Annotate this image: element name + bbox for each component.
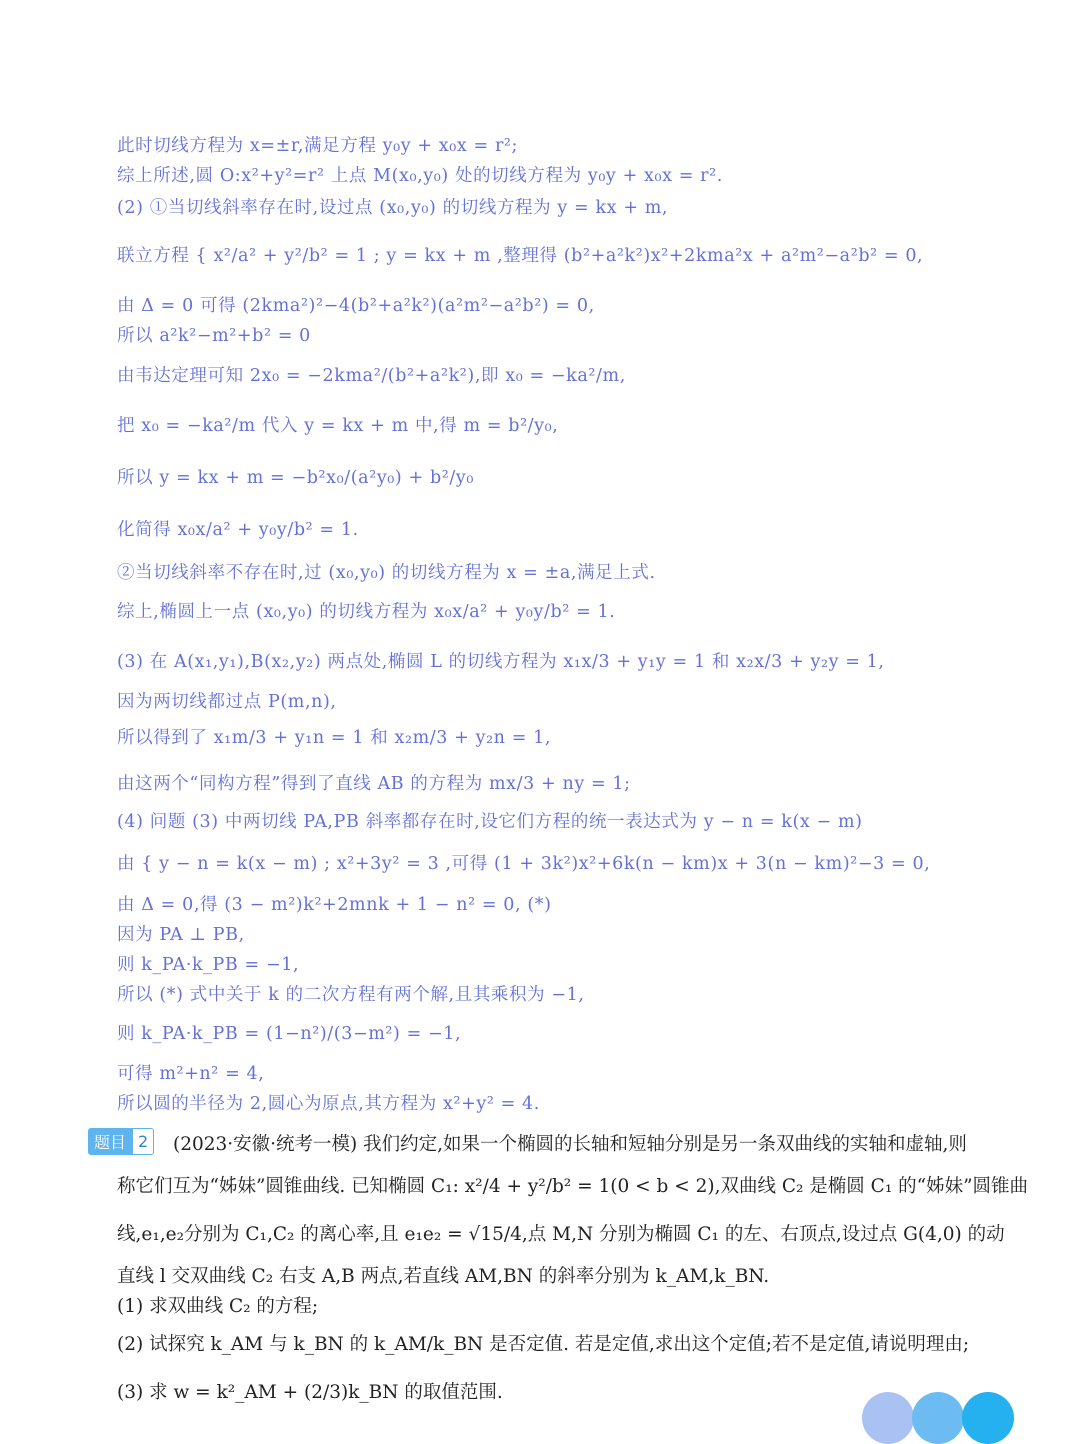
solution-line: 化简得 x₀x/a² + y₀y/b² = 1.: [117, 520, 359, 540]
solution-line: (2) ①当切线斜率存在时,设过点 (x₀,y₀) 的切线方程为 y = kx + m,: [117, 198, 669, 218]
solution-line: 可得 m²+n² = 4,: [117, 1064, 265, 1084]
solution-line: 由这两个“同构方程”得到了直线 AB 的方程为 mx/3 + ny = 1;: [117, 774, 631, 794]
solution-line: 所以 y = kx + m = −b²x₀/(a²y₀) + b²/y₀: [117, 468, 474, 488]
solution-line: (3) 在 A(x₁,y₁),B(x₂,y₂) 两点处,椭圆 L 的切线方程为 x₁x/3 + y₁y = 1 和 x₂x/3 + y₂y = 1,: [117, 652, 885, 672]
problem-line: 称它们互为“姊妹”圆锥曲线. 已知椭圆 C₁: x²/4 + y²/b² = 1(0 < b < 2),双曲线 C₂ 是椭圆 C₁ 的“姊妹”圆锥曲: [117, 1176, 1029, 1197]
solution-line: 所以圆的半径为 2,圆心为原点,其方程为 x²+y² = 4.: [117, 1094, 540, 1114]
problem-badge-number: 2: [132, 1128, 154, 1155]
solution-line: 所以 a²k²−m²+b² = 0: [117, 326, 311, 346]
solution-line: 把 x₀ = −ka²/m 代入 y = kx + m 中,得 m = b²/y₀,: [117, 416, 559, 436]
problem-line: (2023·安徽·统考一模) 我们约定,如果一个椭圆的长轴和短轴分别是另一条双曲线的实轴和虚轴,则: [173, 1134, 967, 1155]
solution-line: 联立方程 { x²/a² + y²/b² = 1 ; y = kx + m ,整理得 (b²+a²k²)x²+2kma²x + a²m²−a²b² = 0,: [117, 246, 924, 266]
solution-line: 综上所述,圆 O:x²+y²=r² 上点 M(x₀,y₀) 处的切线方程为 y₀y + x₀x = r².: [117, 166, 723, 186]
solution-line: 由 { y − n = k(x − m) ; x²+3y² = 3 ,可得 (1 + 3k²)x²+6k(n − km)x + 3(n − km)²−3 = 0,: [117, 854, 931, 874]
solution-line: (4) 问题 (3) 中两切线 PA,PB 斜率都存在时,设它们方程的统一表达式为 y − n = k(x − m): [117, 812, 863, 832]
solution-line: 由 Δ = 0 可得 (2kma²)²−4(b²+a²k²)(a²m²−a²b²) = 0,: [117, 296, 595, 316]
solution-line: 所以 (*) 式中关于 k 的二次方程有两个解,且其乘积为 −1,: [117, 985, 585, 1005]
solution-line: 由 Δ = 0,得 (3 − m²)k²+2mnk + 1 − n² = 0, (*): [117, 895, 552, 915]
solution-line: 因为 PA ⊥ PB,: [117, 925, 245, 945]
problem-line: (3) 求 w = k²_AM + (2/3)k_BN 的取值范围.: [117, 1382, 503, 1403]
problem-badge: [88, 1128, 154, 1155]
solution-line: 则 k_PA·k_PB = −1,: [117, 955, 300, 975]
solution-line: 由韦达定理可知 2x₀ = −2kma²/(b²+a²k²),即 x₀ = −ka²/m,: [117, 366, 626, 386]
solution-line: 所以得到了 x₁m/3 + y₁n = 1 和 x₂m/3 + y₂n = 1,: [117, 728, 552, 748]
decorative-circle: [862, 1392, 914, 1444]
problem-line: 线,e₁,e₂分别为 C₁,C₂ 的离心率,且 e₁e₂ = √15/4,点 M,N 分别为椭圆 C₁ 的左、右顶点,设过点 G(4,0) 的动: [117, 1224, 1005, 1245]
solution-line: 因为两切线都过点 P(m,n),: [117, 692, 337, 712]
solution-line: 综上,椭圆上一点 (x₀,y₀) 的切线方程为 x₀x/a² + y₀y/b² = 1.: [117, 602, 616, 622]
problem-line: (1) 求双曲线 C₂ 的方程;: [117, 1296, 319, 1317]
decorative-circle: [912, 1392, 964, 1444]
problem-line: 直线 l 交双曲线 C₂ 右支 A,B 两点,若直线 AM,BN 的斜率分别为 k_AM,k_BN.: [117, 1266, 770, 1287]
decorative-circle: [962, 1392, 1014, 1444]
solution-line: ②当切线斜率不存在时,过 (x₀,y₀) 的切线方程为 x = ±a,满足上式.: [117, 563, 656, 583]
solution-line: 则 k_PA·k_PB = (1−n²)/(3−m²) = −1,: [117, 1024, 462, 1044]
problem-badge-label: 题目: [88, 1128, 132, 1155]
problem-line: (2) 试探究 k_AM 与 k_BN 的 k_AM/k_BN 是否定值. 若是定值,求出这个定值;若不是定值,请说明理由;: [117, 1334, 970, 1355]
solution-line: 此时切线方程为 x=±r,满足方程 y₀y + x₀x = r²;: [117, 136, 519, 156]
